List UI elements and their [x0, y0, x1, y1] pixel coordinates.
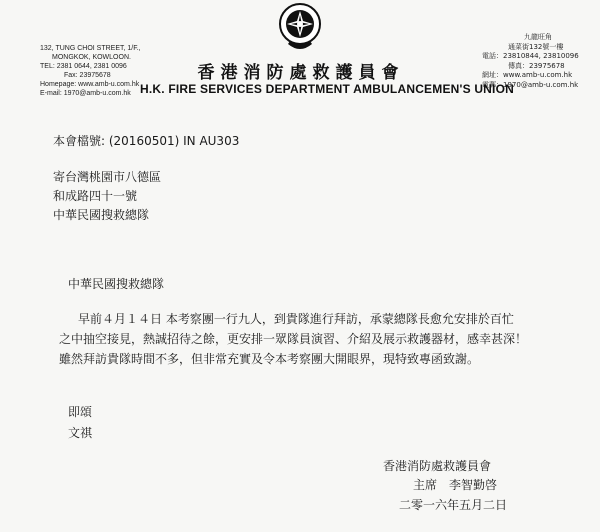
salutation: 中華民國搜救總隊 [68, 277, 165, 291]
fax-line: 傳真：23975678 [508, 61, 565, 70]
fax-line: Fax: 23975678 [64, 72, 111, 79]
body-line: 早前４月１４日 本考察團一行九人，到貴隊進行拜訪，承蒙總隊長愈允安排於百忙 [78, 312, 514, 326]
signature-name: 主席 李智勤啓 [413, 478, 498, 492]
org-name-en: H.K. FIRE SERVICES DEPARTMENT AMBULANCEMEN'S UNION [140, 82, 514, 96]
closing-line: 文祺 [68, 426, 93, 440]
signature-org: 香港消防處救護員會 [383, 459, 492, 473]
body-line: 雖然拜訪貴隊時間不多，但非常充實及令本考察團大開眼界，現特致專函致謝。 [59, 352, 480, 366]
closing-line: 即頌 [68, 405, 93, 419]
signature-date: 二零一六年五月二日 [399, 498, 508, 512]
phone-line: TEL: 2381 0644, 2381 0096 [40, 63, 127, 70]
email-line: E-mail: 1970@amb-u.com.hk [40, 90, 131, 97]
address-line: 132, TUNG CHOI STREET, 1/F., [40, 45, 141, 52]
address-line: 九龍旺角 [524, 33, 552, 41]
recipient-address-line: 寄台灣桃園市八德區 [53, 170, 162, 184]
address-line: 通菜街132號一樓 [508, 42, 564, 51]
recipient-address-line: 中華民國搜救總隊 [53, 208, 150, 222]
recipient-address-line: 和成路四十一號 [53, 189, 138, 203]
org-name-cn: 香港消防處救護員會 [197, 63, 405, 83]
phone-line: 電話：23810844, 23810096 [482, 52, 579, 60]
reference-number: 本會檔號: (20160501) IN AU303 [53, 134, 240, 148]
address-line: MONGKOK, KOWLOON. [52, 54, 131, 61]
homepage-line: 網址：www.amb-u.com.hk [482, 71, 573, 79]
homepage-line: Homepage: www.amb-u.com.hk [40, 81, 140, 88]
union-emblem-icon [271, 0, 329, 56]
email-line: 電郵：1970@amb-u.com.hk [482, 80, 579, 89]
body-line: 之中抽空接見，熱誠招待之餘，更安排一眾隊員演習、介紹及展示救護器材，感幸甚深！ [59, 332, 528, 346]
